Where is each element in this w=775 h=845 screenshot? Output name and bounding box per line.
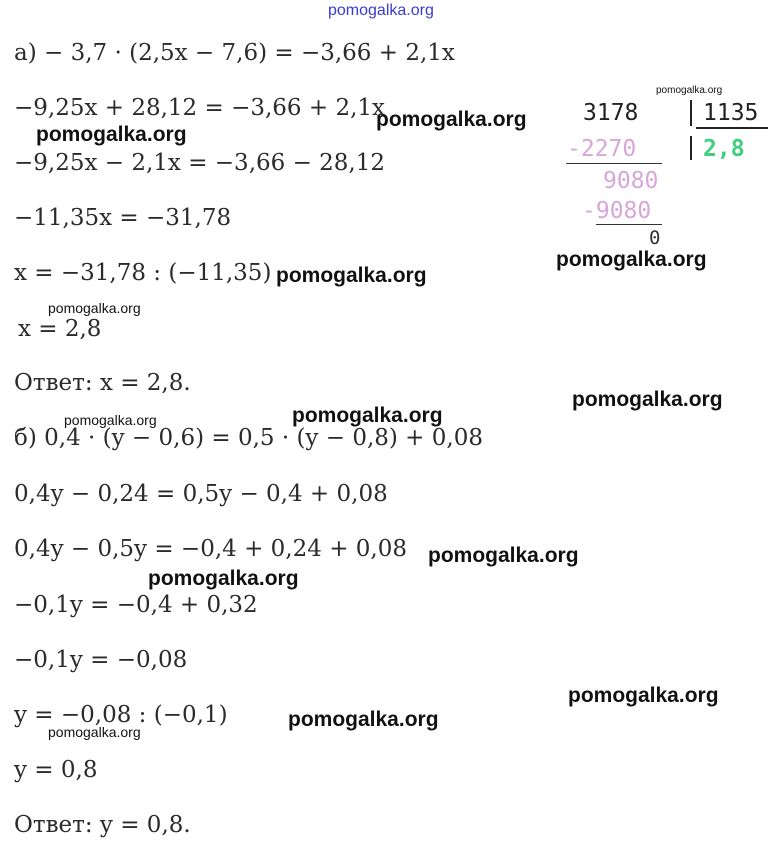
part-a-line-2: −9,25x + 28,12 = −3,66 + 2,1x (14, 95, 386, 121)
part-a-line-6: x = 2,8 (18, 316, 102, 342)
part-a-line-3: −9,25x − 2,1x = −3,66 − 28,12 (14, 150, 386, 176)
watermark-top: pomogalka.org (328, 2, 434, 19)
part-b-line-4: −0,1y = −0,4 + 0,32 (14, 592, 258, 618)
quotient: 2,8 (703, 136, 745, 162)
divisor: 1135 (703, 100, 759, 126)
watermark: pomogalka.org (48, 724, 141, 740)
watermark: pomogalka.org (36, 123, 187, 146)
part-b-line-3: 0,4y − 0,5y = −0,4 + 0,24 + 0,08 (14, 536, 407, 562)
dividend: 3178 (583, 100, 639, 126)
part-a-line-1: а) − 3,7 · (2,5x − 7,6) = −3,66 + 2,1x (14, 40, 455, 66)
division-bar-horizontal (696, 127, 768, 129)
step1-remainder: 9080 (603, 168, 659, 194)
part-a-answer: Ответ: x = 2,8. (14, 370, 191, 396)
watermark: pomogalka.org (276, 264, 427, 287)
part-b-line-1: б) 0,4 · (y − 0,6) = 0,5 · (y − 0,8) + 0,08 (14, 425, 483, 451)
step2-rule (596, 224, 662, 225)
watermark: pomogalka.org (292, 404, 443, 427)
division-bar-vertical (690, 100, 692, 126)
watermark: pomogalka.org (288, 708, 439, 731)
watermark: pomogalka.org (572, 388, 723, 411)
part-b-answer: Ответ: y = 0,8. (14, 812, 191, 838)
part-a-line-5: x = −31,78 : (−11,35) (14, 260, 272, 286)
final-remainder: 0 (649, 227, 661, 249)
watermark: pomogalka.org (568, 684, 719, 707)
watermark: pomogalka.org (48, 300, 141, 316)
step2-subtract: -9080 (582, 198, 652, 224)
watermark: pomogalka.org (376, 108, 527, 131)
watermark: pomogalka.org (64, 412, 157, 428)
part-b-line-5: −0,1y = −0,08 (14, 647, 188, 673)
part-a-line-4: −11,35x = −31,78 (14, 205, 232, 231)
watermark: pomogalka.org (148, 567, 299, 590)
watermark: pomogalka.org (656, 85, 723, 96)
part-b-line-6: y = −0,08 : (−0,1) (14, 702, 228, 728)
part-b-line-7: y = 0,8 (14, 757, 98, 783)
watermark: pomogalka.org (556, 248, 707, 271)
step1-rule (566, 163, 662, 164)
quotient-bar (690, 136, 692, 160)
step1-subtract: -2270 (567, 136, 637, 162)
watermark: pomogalka.org (428, 544, 579, 567)
part-b-line-2: 0,4y − 0,24 = 0,5y − 0,4 + 0,08 (14, 481, 388, 507)
